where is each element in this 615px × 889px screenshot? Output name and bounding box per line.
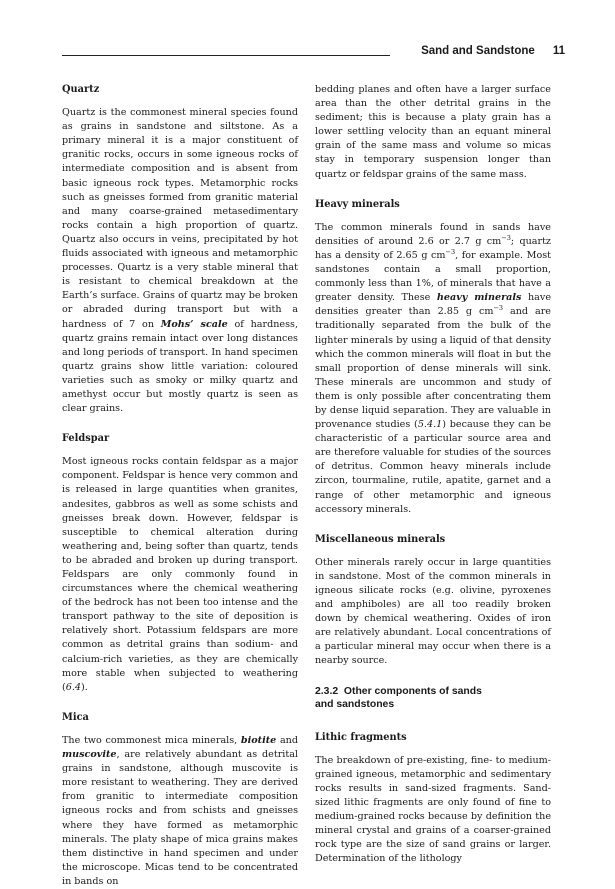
paragraph-feldspar — [62, 455, 298, 695]
text-run: , are relatively abundant as detrital grains in sandstone, although muscovite is more resistant to weathering. They are derived from granitic to intermediate composition igneous rocks and from schists and gneisses where they have formed as metamorphic minerals. The platy shape of mica grains makes them distinctive in hand specimen and under the microscope. Micas tend to be concentrated in bands on — [62, 749, 298, 887]
superscript: −3 — [445, 247, 456, 256]
page-number: 11 — [552, 45, 565, 57]
text-run: ) because they can be characteristic of a particular source area and are therefore valuable for studies of the sources of detritus. Common heavy minerals include zircon, tourmaline, rutile, apatite, garnet and a range of other metamorphic and igneous accessory minerals. — [315, 419, 552, 515]
heading-lithic-fragments: Lithic fragments — [315, 731, 407, 743]
text-run: ). — [81, 681, 88, 693]
term-heavy-minerals: heavy minerals — [436, 292, 522, 304]
text-run: , for example. Most sandstones contain a small proportion, commonly less than 1%, of minerals that have a greater density. These — [315, 249, 551, 304]
paragraph-mica-continued: bedding planes and often have a larger surface area than the other detrital grains in the sediment; this is because a platy grain has a lower settling velocity than an equant mineral grain of the same mass and volume so micas stay in temporary suspension longer than quartz or feldspar grains of the same mass. — [315, 84, 551, 180]
section-heading — [315, 685, 551, 712]
header-rule — [62, 55, 390, 56]
heading-miscellaneous-minerals: Miscellaneous minerals — [315, 533, 446, 545]
paragraph-heavy-minerals — [315, 221, 551, 517]
running-head — [421, 45, 565, 57]
section-title-line1: Other components of sands — [343, 685, 482, 697]
left-column — [62, 83, 298, 889]
text-run: Most igneous rocks contain feldspar as a major component. Feldspar is hence very common and is released in large quantities when granites, andesites, gabbros as well as some schists and gneisses break down. However, feldspar is susceptible to chemical alteration during weathering and, being softer than quartz, tends to be abraded and broken up during transport. Feldspars are only commonly found in circumstances where the chemical weathering of the bedrock has not been too intense and the transport pathway to the site of deposition is relatively short. Potassium feldspars are more common as detrital grains than sodium- and calcium-rich varieties, as they are chemically more stable when subjected to weathering ( — [62, 456, 298, 693]
text-run: of hardness, quartz grains remain intact over long distances and long periods of transport. In hand specimen quartz grains show little variation: coloured varieties such as smoky or milky quartz and amethyst occur but mostly quartz is seen as clear grains. — [62, 318, 298, 415]
term-biotite: biotite — [240, 734, 277, 746]
heading-feldspar: Feldspar — [62, 433, 110, 445]
section-title-line2: and sandstones — [315, 699, 395, 711]
right-column — [315, 83, 551, 866]
text-run: The common minerals found in sands have densities of around 2.6 or 2.7 g cm — [315, 221, 551, 247]
paragraph-lithic-fragments: The breakdown of pre-existing, fine- to medium-grained igneous, metamorphic and sedimentary rocks results in sand-sized fragments. Sand-sized lithic fragments are only found of fine to medium-grained rocks because by definition the mineral crystal and grains of a coarser-grained rock type are the size of sand grains or larger. Determination of the lithology — [315, 754, 551, 865]
text-run: and — [276, 734, 299, 746]
term-muscovite: muscovite — [62, 749, 117, 761]
text-run: have densities greater than 2.85 g cm — [315, 292, 552, 318]
text-run: The two commonest mica minerals, — [62, 734, 241, 746]
section-number: 2.3.2 — [315, 685, 339, 697]
text-run: and are traditionally separated from the bulk of the lighter minerals by using a liquid of that density which the common minerals will float in but the small proportion of dense minerals will sink. These minerals are uncommon and study of them is only possible after concentrating them by dense liquid separation. They are valuable in provenance studies ( — [315, 306, 551, 431]
text-run: Quartz is the commonest mineral species found as grains in sandstone and siltstone. As a primary mineral it is a major constituent of granitic rocks, occurs in some igneous rocks of intermediate composition and is absent from basic igneous rock types. Metamorphic rocks such as gneisses formed from granitic material and many coarse-grained metasedimentary rocks contain a high proportion of quartz. Quartz also occurs in veins, precipitated by hot fluids associated with igneous and metamorphic processes. Quartz is a very stable mineral that is resistant to chemical breakdown at the Earth’s surface. Grains of quartz may be broken or abraded during transport but with a hardness of 7 on — [62, 107, 298, 330]
superscript: −3 — [501, 233, 511, 242]
paragraph-quartz — [62, 106, 298, 416]
cross-reference: 6.4 — [65, 681, 82, 693]
running-head-title: Sand and Sandstone — [421, 45, 535, 57]
heading-mica: Mica — [62, 711, 89, 723]
text-run: ; quartz has a density of 2.65 g cm — [315, 235, 551, 261]
superscript: −3 — [493, 304, 504, 313]
heading-quartz: Quartz — [62, 84, 100, 95]
paragraph-mica — [62, 734, 298, 889]
paragraph-miscellaneous-minerals: Other minerals rarely occur in large quantities in sandstone. Most of the common minerals in igneous silicate rocks (e.g. olivine, pyroxenes and amphiboles) are all too readily broken down by chemical weathering. Oxides of iron are relatively abundant. Local concentrations of a particular mineral may occur when there is a nearby source. — [315, 556, 551, 667]
heading-heavy-minerals: Heavy minerals — [315, 198, 400, 210]
term-mohs-scale: Mohs’ scale — [160, 318, 228, 330]
cross-reference: 5.4.1 — [417, 419, 443, 431]
